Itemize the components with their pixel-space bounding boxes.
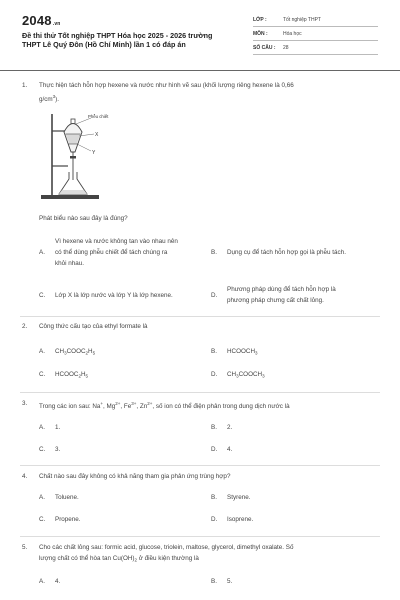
option-key: C. bbox=[39, 516, 46, 523]
question-divider bbox=[20, 536, 380, 537]
option-text: Toluene. bbox=[55, 494, 79, 501]
question-5-text bbox=[39, 542, 379, 566]
meta-divider bbox=[253, 40, 378, 41]
option-key: C. bbox=[39, 292, 46, 299]
question-divider bbox=[20, 392, 380, 393]
header-divider bbox=[0, 70, 400, 71]
meta-count-label: SỐ CÂU : bbox=[253, 45, 276, 51]
question-2-number: 2. bbox=[22, 323, 28, 330]
option-key: A. bbox=[39, 578, 45, 585]
option-key: D. bbox=[211, 446, 218, 453]
figure-label-y: Y bbox=[92, 150, 96, 156]
separatory-funnel-diagram bbox=[38, 110, 124, 206]
site-logo[interactable]: 2048.vn bbox=[22, 13, 61, 28]
question-5-number: 5. bbox=[22, 544, 28, 551]
question-2-text: Công thức cấu tạo của ethyl formate là bbox=[39, 323, 148, 330]
option-key: A. bbox=[39, 424, 45, 431]
option-text: Styrene. bbox=[227, 494, 251, 501]
option-text: 4. bbox=[55, 578, 61, 585]
option-text: 1. bbox=[55, 424, 61, 431]
question-1-prompt: Phát biểu nào sau đây là đúng? bbox=[39, 215, 128, 222]
option-key: B. bbox=[211, 578, 217, 585]
option-key: A. bbox=[39, 494, 45, 501]
option-text: Phương pháp dùng để tách hỗn hợp là phương pháp chưng cất chất lỏng. bbox=[227, 286, 336, 304]
option-key: C. bbox=[39, 446, 46, 453]
option-text: $HCOOC_2H_5$ bbox=[55, 371, 89, 379]
question-1-text bbox=[39, 80, 379, 105]
question-divider bbox=[20, 465, 380, 466]
option-text: 4. bbox=[227, 446, 233, 453]
meta-class-value: Tốt nghiệp THPT bbox=[283, 17, 321, 23]
option-key: B. bbox=[211, 249, 217, 256]
option-key: A. bbox=[39, 249, 45, 256]
figure-label-funnel: Phễu chiết bbox=[88, 114, 109, 119]
meta-divider bbox=[253, 54, 378, 55]
option-key: B. bbox=[211, 348, 217, 355]
document-title-line-2: THPT Lê Quý Đôn (Hồ Chí Minh) lần 1 có đáp án bbox=[22, 40, 186, 49]
question-1-line-1: Thực hiện tách hỗn hợp hexene và nước như hình vẽ sau (khối lượng riêng hexene là 0,66 bbox=[39, 82, 294, 89]
option-text: $CH_3COOC_2H_5$ bbox=[55, 348, 96, 356]
option-text: $CH_3COOCH_3$ bbox=[227, 371, 265, 379]
question-divider bbox=[20, 316, 380, 317]
meta-count-value: 28 bbox=[283, 45, 289, 51]
meta-class-label: LỚP : bbox=[253, 17, 267, 23]
option-text: Vì hexene và nước không tan vào nhau nên có thể dùng phễu chiết để tách chúng ra khỏi nhau. bbox=[55, 238, 178, 267]
option-text: 5. bbox=[227, 578, 233, 585]
option-key: D. bbox=[211, 516, 218, 523]
option-key: B. bbox=[211, 494, 217, 501]
question-1-number: 1. bbox=[22, 82, 28, 89]
document-title-line-1: Đề thi thử Tốt nghiệp THPT Hóa học 2025 - 2026 trường bbox=[22, 31, 213, 40]
option-text: $HCOOCH_3$ bbox=[227, 348, 258, 356]
question-5-line-2: lượng chất có thể hòa $\tan Cu(OH)_2$ ở điều kiện thường là bbox=[39, 555, 199, 563]
question-4-text: Chất nào sau đây không có khả năng tham gia phản ứng trùng hợp? bbox=[39, 473, 231, 480]
option-text: Propene. bbox=[55, 516, 81, 523]
question-1-line-2: $g/cm^3$). bbox=[39, 94, 60, 103]
option-text: Isoprene. bbox=[227, 516, 254, 523]
logo-suffix: .vn bbox=[52, 21, 61, 27]
option-key: A. bbox=[39, 348, 45, 355]
option-text: 3. bbox=[55, 446, 61, 453]
option-key: B. bbox=[211, 424, 217, 431]
figure-label-x: X bbox=[95, 132, 99, 138]
question-5-line-1: Cho các chất lỏng sau: formic acid, glucose, triolein, maltose, glycerol, dimethyl oxalate. Số bbox=[39, 544, 294, 551]
option-key: D. bbox=[211, 371, 218, 378]
option-key: C. bbox=[39, 371, 46, 378]
meta-subject-value: Hóa học bbox=[283, 31, 302, 37]
option-text: 2. bbox=[227, 424, 233, 431]
meta-divider bbox=[253, 26, 378, 27]
question-3-number: 3. bbox=[22, 400, 28, 407]
question-3-text: Trong các ion sau: Na+, $Mg^{2+}$, $Fe^{3+}$, $Zn^{2+}$, số ion có thể điện phân trong dung dịch nước là bbox=[39, 401, 290, 410]
meta-subject-label: MÔN : bbox=[253, 31, 268, 37]
option-text: Lớp X là lớp nước và lớp Y là lớp hexene. bbox=[55, 292, 173, 299]
option-text: Dụng cụ để tách hỗn hợp gọi là phễu tách. bbox=[227, 249, 346, 256]
question-4-number: 4. bbox=[22, 473, 28, 480]
option-key: D. bbox=[211, 292, 218, 299]
document-title bbox=[22, 31, 227, 49]
